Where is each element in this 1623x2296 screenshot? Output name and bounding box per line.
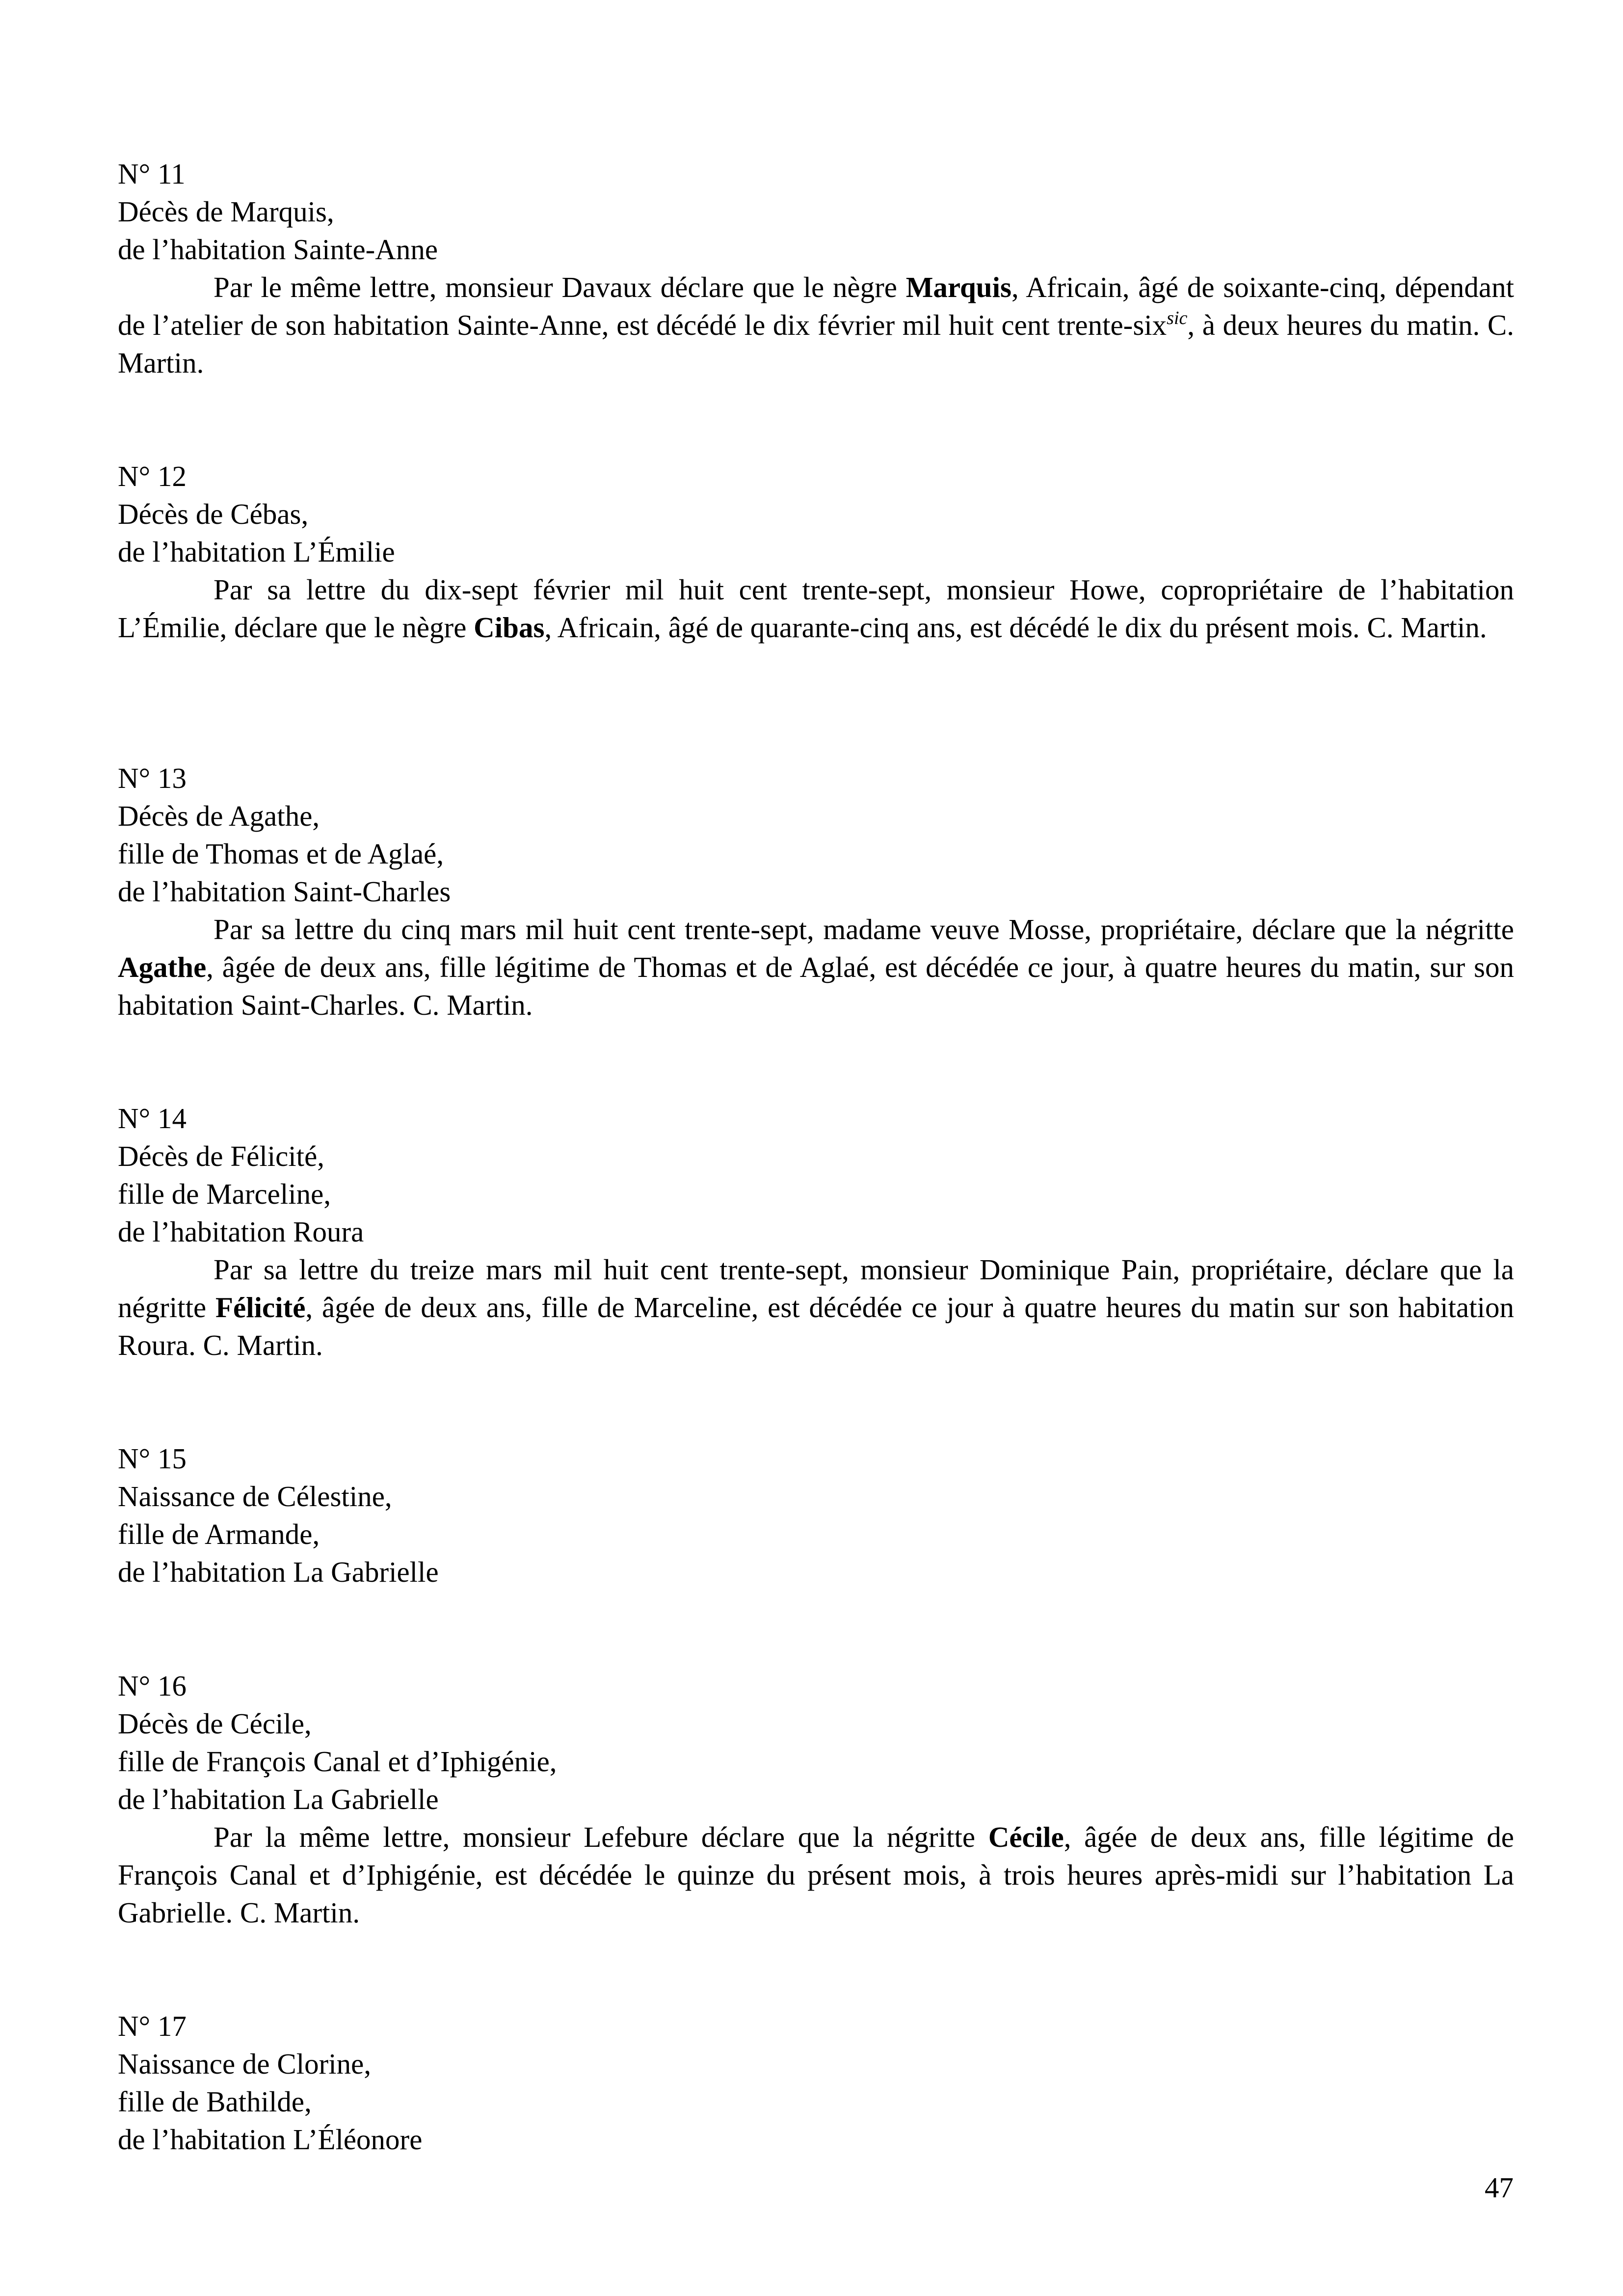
- entry-number: N° 17: [118, 2010, 186, 2042]
- entry-parents: fille de Armande,: [118, 1518, 320, 1550]
- entry-title: Naissance de Célestine,: [118, 1480, 392, 1513]
- entry-title: Naissance de Clorine,: [118, 2048, 372, 2080]
- entry-title: Décès de Cébas,: [118, 498, 309, 530]
- register-entry-11: [118, 155, 1514, 382]
- entry-number: N° 14: [118, 1102, 186, 1134]
- entry-body: Par sa lettre du treize mars mil huit cent trente-sept, monsieur Dominique Pain, propriétaire, déclare que la négritte Félicité, âgée de deux ans, fille de Marceline, est décédée ce jour à quatre heures du matin sur son habitation Roura. C. Martin.: [118, 1253, 1514, 1361]
- entry-number: N° 12: [118, 460, 186, 492]
- entry-body: Par sa lettre du cinq mars mil huit cent trente-sept, madame veuve Mosse, propriétaire, déclare que la négritte Agathe, âgée de deux ans, fille légitime de Thomas et de Aglaé, est décédée ce jour, à quatre heures du matin, sur son habitation Saint-Charles. C. Martin.: [118, 913, 1514, 1021]
- entry-habitation: de l’habitation La Gabrielle: [118, 1556, 439, 1588]
- entry-body: Par sa lettre du dix-sept février mil huit cent trente-sept, monsieur Howe, copropriétaire de l’habitation L’Émilie, déclare que le nègre Cibas, Africain, âgé de quarante-cinq ans, est décédé le dix du présent mois. C. Martin.: [118, 573, 1514, 644]
- entry-habitation: de l’habitation Saint-Charles: [118, 875, 451, 908]
- entry-number: N° 16: [118, 1670, 186, 1702]
- entry-body: Par le même lettre, monsieur Davaux déclare que le nègre Marquis, Africain, âgé de soixante-cinq, dépendant de l’atelier de son habitation Sainte-Anne, est décédé le dix février mil huit cent trente-six$^{sic}$, à deux heures du matin. C. Martin.: [118, 271, 1515, 379]
- person-name: Cécile: [988, 1821, 1064, 1853]
- person-name: Agathe: [118, 951, 207, 983]
- entry-parents: fille de Bathilde,: [118, 2085, 312, 2118]
- page-number: 47: [1485, 2171, 1514, 2204]
- entry-habitation: de l’habitation L’Émilie: [118, 536, 395, 568]
- register-entry-17: [118, 2007, 1514, 2159]
- entry-body: Par la même lettre, monsieur Lefebure déclare que la négritte Cécile, âgée de deux ans, fille légitime de François Canal et d’Iphigénie, est décédée le quinze du présent mois, à trois heures après-midi sur l’habitation La Gabrielle. C. Martin.: [118, 1821, 1514, 1929]
- entry-parents: fille de Thomas et de Aglaé,: [118, 837, 444, 870]
- entry-number: N° 13: [118, 762, 186, 794]
- entry-title: Décès de Marquis,: [118, 195, 334, 228]
- entry-title: Décès de Cécile,: [118, 1707, 312, 1740]
- sic-annotation: sic: [1167, 308, 1188, 328]
- register-entry-14: [118, 1100, 1514, 1364]
- register-entry-15: [118, 1440, 1514, 1591]
- entry-title: Décès de Agathe,: [118, 800, 320, 832]
- person-name: Cibas: [474, 611, 545, 644]
- register-entry-12: [118, 458, 1514, 647]
- entry-habitation: de l’habitation La Gabrielle: [118, 1783, 439, 1815]
- entry-habitation: de l’habitation Roura: [118, 1216, 364, 1248]
- entry-parents: fille de Marceline,: [118, 1178, 331, 1210]
- entry-habitation: de l’habitation Sainte-Anne: [118, 233, 438, 266]
- register-entry-13: [118, 759, 1514, 1024]
- entry-number: N° 11: [118, 158, 186, 190]
- register-entry-16: [118, 1667, 1514, 1932]
- person-name: Marquis: [905, 271, 1011, 303]
- person-name: Félicité: [215, 1291, 306, 1324]
- entry-number: N° 15: [118, 1442, 186, 1475]
- entry-habitation: de l’habitation L’Éléonore: [118, 2123, 423, 2156]
- entry-title: Décès de Félicité,: [118, 1140, 325, 1172]
- entry-parents: fille de François Canal et d’Iphigénie,: [118, 1745, 557, 1778]
